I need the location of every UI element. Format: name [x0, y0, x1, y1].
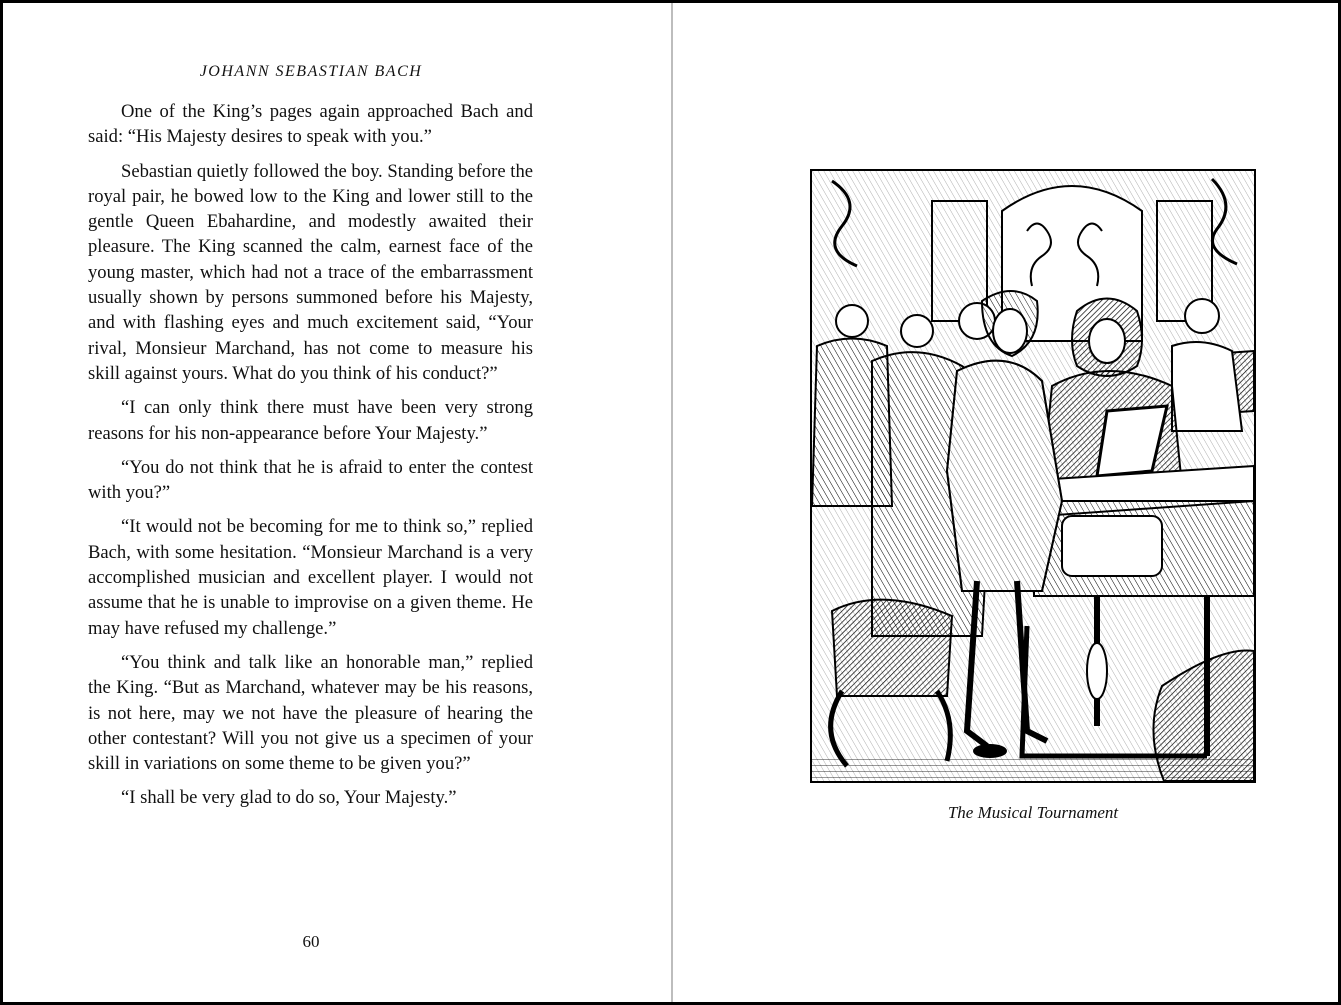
paragraph: “You think and talk like an honorable man,” replied the King. “But as Marchand, whatever may be his reasons, is not here, may we not have the pleasure of hearing the other contestant? Will you not give us a specimen of your skill in variations on some theme to be given you?”	[88, 651, 533, 775]
left-page	[3, 3, 671, 1002]
body-text	[88, 99, 533, 820]
paragraph: “I shall be very glad to do so, Your Majesty.”	[121, 787, 457, 809]
right-page	[674, 3, 1341, 1002]
running-head: JOHANN SEBASTIAN BACH	[199, 63, 423, 80]
paragraph: One of the King’s pages again approached Bach and said: “His Majesty desires to speak with you.”	[88, 101, 533, 148]
paragraph: “It would not be becoming for me to think so,” replied Bach, with some hesitation. “Monsieur Marchand is a very accomplished musician and excellent player. I would not assume that he is unable to improvise on a given theme. He may have refused my challenge.”	[88, 516, 533, 639]
illustration-caption: The Musical Tournament	[947, 803, 1119, 822]
engraving-illustration-icon	[810, 169, 1256, 783]
paragraph: “I can only think there must have been very strong reasons for his non-appearance before Your Majesty.”	[88, 397, 533, 444]
page-number: 60	[302, 932, 320, 951]
paragraph: “You do not think that he is afraid to enter the contest with you?”	[88, 456, 533, 504]
gutter-divider	[671, 3, 673, 1002]
paragraph: Sebastian quietly followed the boy. Standing before the royal pair, he bowed low to the King and lower still to the gentle Queen Ebahardine, and modestly awaited their pleasure. The King scanned the calm, earnest face of the young master, which had not a trace of the embarrassment usually shown by persons summoned before his Majesty, and with flashing eyes and much excitement said, “Your rival, Monsieur Marchand, has not come to measure his skill against yours. What do you think of his conduct?”	[88, 160, 533, 384]
